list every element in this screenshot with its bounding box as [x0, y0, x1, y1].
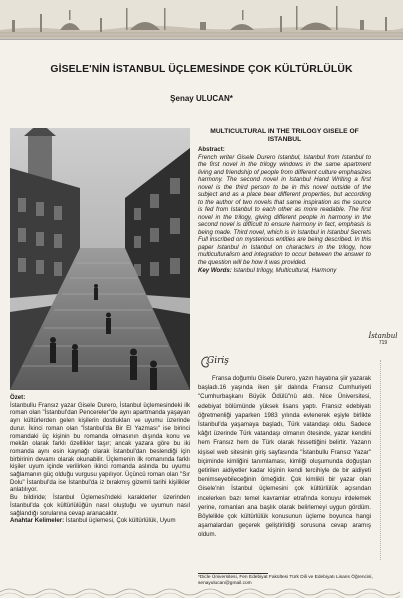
skyline-illustration — [0, 0, 403, 40]
turkish-summary — [10, 394, 190, 525]
ozet-text: İstanbullu Fransız yazar Gisele Durero, İstanbul üçlemesindeki ilk roman olan "İstanbul'dan Pencereler"de aynı apartmanda yaşayan ayrı kültürlerden gelen kişilerin dostlukları ve uyumu üzerinde durur. İkinci roman olan "İstanbul'da Bir El Yazması" ise birinci romandaki üç kişinin bu romanda olmasının dışında konu ve mekân olarak farklı özellikler taşır; ancak yazara göre bu iki romanda aynı esin kaynağı olarak İstanbul'dan beslendiği için birbirinin devamı olarak okunabilir. Üçlemenin ilk romanında farklı kişiler uyum içinde verilirken ikinci romanda aslında bu uyumu sağlamanın güç olduğu vurgusu yapılıyor. Üçüncü roman olan "Sır Dolu" İstanbul'da ise İstanbul'da iz bırakmış gizemli tarihi kişilikler anlatılıyor. — [10, 401, 190, 494]
introduction-text — [198, 374, 371, 540]
abstract-label: Abstract: — [198, 146, 225, 154]
author-name: Şenay ULUCAN* — [170, 94, 233, 103]
journal-logo-text: İstanbul — [368, 332, 398, 340]
page-number: 719 — [378, 340, 388, 346]
old-istanbul-street-photo — [10, 128, 190, 390]
keywords-text: Istanbul trilogy, Multicultural, Harmony — [233, 267, 337, 275]
footnote: *Dicle Üniversitesi, Fen Edebiyat Fakültesi Türk Dili ve Edebiyatı Lisans Öğrencisi, senayulucan@gmail.com — [198, 575, 373, 586]
ozet-label: Özet: — [10, 394, 26, 401]
header-skyline-banner — [0, 0, 403, 40]
abstract-text: French writer Gisele Durero Istanbul, Istanbul from Istanbul to the first novel in the trilogy windows in the same apartment living and friendship of people from different culture emphasizes harmony. The second novel in Istanbul Hand Writing a first novel is the third person to be in this novel outside of the subject and as a place bear different properties, but according to the author of two novels that same inspiration as the source is fed from Istanbul to each other as more readable. The first novel in the trilogy, giving different people in harmony in the second novel is difficult to ensure harmony in fact, emphasis is being made. Third novel, which is in Istanbul in Istanbul Secrets Full inscribed on mysterious entities are being described. In this paper Istanbul in Istanbul on characters in the trilogy, how multiculturalism and integration to occur between the answer to the question will be how it was provided. — [198, 153, 371, 266]
keywords-label: Key Words: — [198, 267, 232, 275]
side-journal-logo — [368, 332, 398, 346]
giris-heading — [198, 355, 258, 371]
turkish-keywords — [10, 517, 190, 525]
english-keywords — [198, 267, 371, 275]
giris-label: Giriş — [207, 356, 229, 366]
street-photo-illustration — [10, 128, 190, 390]
wave-pattern-icon — [0, 584, 403, 598]
intro-paragraph: Fransa doğumlu Gisele Durero, yazın hayatına şiir yazarak başladı.16 yaşında iken şiir dalında Fransız Cumhuriyeti "Cumhurbaşkanı Büyük Ödülü"nü aldı. Nice Üniversitesi, edebiyat bölümünde yüksek lisans yaptı. Fransız edebiyatı öğretmenliği yaparken 1983 yılında evlenerek eşiyle birlikte İstanbul'da yaşamaya başladı, Türk vatandaşı oldu. Sadece kâğıt üzerinde Türk vatandaşı olmanın ötesinde, yazar kendini hem Fransız hem de Türk olarak hissettiğini belirtir. Yazarın kişisel web sitesinin giriş sayfasında "İstanbullu Fransız Yazar" biçiminde kimliğini tanımlaması, kimliği oluşumunda doğuştan getirilen aidiyetler kadar kişinin kendi tercihiyle de bir aidiyeti benimseyebileceğinin örneğidir. Çok kimlikli bir yazar olan Gisele'nin İstanbul üçlemesini çok kültürlülük açısından incelerken bazı temel kavramlar etrafında konuyu irdelemek yerine, romanları ana başlık olarak belirlemeyi uygun gördüm. Böylelikle çok kültürlülük konusunun üçleme boyunca hangi aşamalardan geçerek geliştirildiği sorusuna cevap aramış oldum. — [198, 375, 371, 539]
english-title: MULTICULTURAL IN THE TRILOGY GISELE OF ISTANBUL — [210, 128, 359, 144]
ozet-text-2: Bu bildiride; İstanbul Üçlemesi'ndeki karakterler üzerinden İstanbul'da çok kültürlülüğün nasıl oluştuğu ve uyumun nasıl sağlandığı sorularına cevap aranacaktır. — [10, 494, 190, 517]
footnote-rule — [198, 573, 268, 574]
article-title: GİSELE'NİN İSTANBUL ÜÇLEMESİNDE ÇOK KÜLTÜRLÜLÜK — [50, 64, 353, 75]
anahtar-kelimeler-text: İstanbul üçlemesi, Çok kültürlülük, Uyum — [65, 517, 176, 525]
english-abstract-section — [198, 128, 371, 275]
side-decorative-line — [380, 360, 381, 560]
bottom-wave-decoration — [0, 584, 403, 598]
anahtar-kelimeler-label: Anahtar Kelimeler: — [10, 517, 65, 525]
